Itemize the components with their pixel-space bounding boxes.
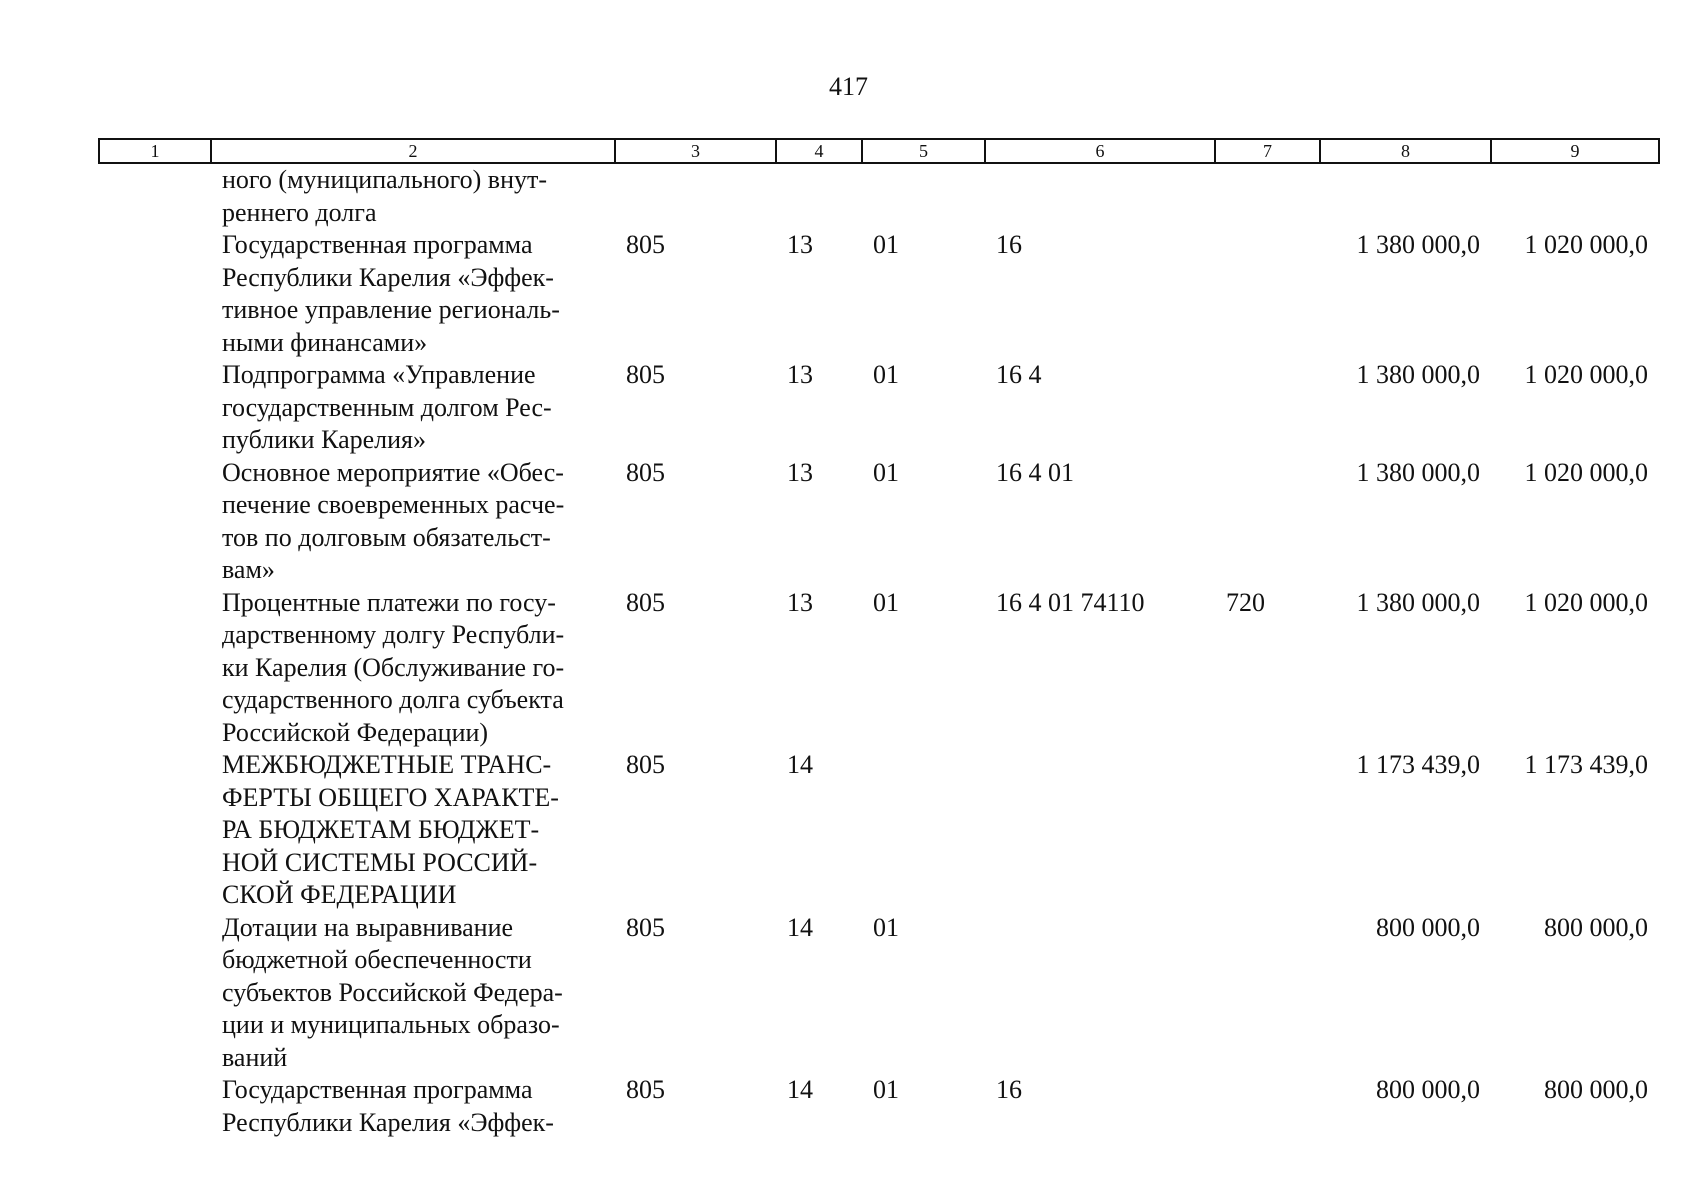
cell-col-7 bbox=[1215, 163, 1320, 229]
cell-expense-type bbox=[1215, 229, 1320, 359]
page-number: 417 bbox=[829, 72, 868, 101]
budget-table bbox=[98, 138, 1660, 1139]
cell-expense-type bbox=[1215, 749, 1320, 912]
header-col-5: 5 bbox=[862, 139, 985, 163]
text-line: Государственная программа bbox=[222, 1075, 533, 1104]
cell-ministry-code: 805 bbox=[626, 457, 665, 487]
cell-target-code: 16 bbox=[996, 1075, 1022, 1104]
table-row bbox=[99, 229, 1659, 359]
row-name bbox=[211, 457, 615, 587]
text-line: Основное мероприятие «Обес- bbox=[222, 457, 564, 487]
continuation-row bbox=[99, 163, 1659, 229]
cell-target-code: 16 4 01 74110 bbox=[996, 587, 1145, 617]
text-line: ции и муниципальных образо- bbox=[222, 1010, 560, 1039]
cell-col-5 bbox=[862, 163, 985, 229]
cell-ministry-code: 805 bbox=[626, 360, 665, 389]
row-name bbox=[211, 229, 615, 359]
header-row bbox=[99, 139, 1659, 163]
text-line: ными финансами» bbox=[222, 327, 428, 357]
text-line: государственным долгом Рес- bbox=[222, 392, 552, 422]
text-line: ФЕРТЫ ОБЩЕГО ХАРАКТЕ- bbox=[222, 782, 559, 812]
text-line: тов по долговым обязательст- bbox=[222, 522, 551, 552]
cell-target-code bbox=[985, 749, 1215, 912]
row-name bbox=[211, 587, 615, 750]
text-line: вам» bbox=[222, 555, 275, 584]
text-line: Республики Карелия «Эффек- bbox=[222, 262, 554, 292]
text-line: Дотации на выравнивание bbox=[222, 912, 514, 942]
cell-col-9 bbox=[1491, 163, 1659, 229]
header-col-2: 2 bbox=[211, 139, 615, 163]
cell-target-code bbox=[985, 912, 1215, 1075]
row-name bbox=[211, 749, 615, 912]
table-row bbox=[99, 457, 1659, 587]
text-line: ного (муниципального) внут- bbox=[222, 165, 548, 194]
header-col-4: 4 bbox=[776, 139, 862, 163]
cell-amount-1: 1 380 000,0 bbox=[1356, 457, 1480, 487]
table-row bbox=[99, 359, 1659, 457]
cell-col-6 bbox=[985, 163, 1215, 229]
cell-amount-2: 1 020 000,0 bbox=[1524, 457, 1648, 487]
cell-col-1 bbox=[99, 359, 211, 457]
cell-subsection-code: 01 bbox=[873, 457, 899, 487]
cell-target-code: 16 4 bbox=[996, 360, 1042, 389]
cell-amount-1: 800 000,0 bbox=[1376, 1075, 1480, 1104]
table-row bbox=[99, 912, 1659, 1075]
cell-expense-type bbox=[1215, 359, 1320, 457]
table-row bbox=[99, 587, 1659, 750]
cell-target-code: 16 bbox=[996, 230, 1022, 259]
row-name bbox=[211, 912, 615, 1075]
cell-col-4 bbox=[776, 163, 862, 229]
continuation-text bbox=[211, 163, 615, 229]
text-line: бюджетной обеспеченности bbox=[222, 945, 532, 974]
row-name bbox=[211, 1074, 615, 1139]
text-line: реннего долга bbox=[222, 197, 377, 227]
cell-amount-2: 800 000,0 bbox=[1544, 912, 1648, 942]
table-row bbox=[99, 749, 1659, 912]
text-line: сударственного долга субъекта bbox=[222, 685, 564, 714]
cell-col-1 bbox=[99, 587, 211, 750]
text-line: субъектов Российской Федера- bbox=[222, 977, 563, 1007]
cell-amount-1: 1 380 000,0 bbox=[1356, 587, 1480, 617]
cell-amount-1: 800 000,0 bbox=[1376, 912, 1480, 942]
cell-col-1 bbox=[99, 229, 211, 359]
cell-amount-2: 1 173 439,0 bbox=[1524, 750, 1648, 779]
text-line: МЕЖБЮДЖЕТНЫЕ ТРАНС- bbox=[222, 750, 552, 779]
cell-subsection-code: 01 bbox=[873, 1075, 899, 1104]
text-line: печение своевременных расче- bbox=[222, 490, 565, 519]
table-header bbox=[99, 139, 1659, 163]
cell-col-1 bbox=[99, 163, 211, 229]
cell-col-8 bbox=[1320, 163, 1491, 229]
text-line: тивное управление региональ- bbox=[222, 295, 560, 324]
cell-expense-type bbox=[1215, 457, 1320, 587]
cell-subsection-code: 01 bbox=[873, 912, 899, 942]
cell-col-1 bbox=[99, 457, 211, 587]
cell-ministry-code: 805 bbox=[626, 230, 665, 259]
cell-amount-1: 1 380 000,0 bbox=[1356, 230, 1480, 259]
cell-section-code: 13 bbox=[787, 587, 813, 617]
table-row bbox=[99, 1074, 1659, 1139]
text-line: Государственная программа bbox=[222, 230, 533, 259]
cell-amount-1: 1 380 000,0 bbox=[1356, 360, 1480, 389]
cell-expense-type bbox=[1215, 1074, 1320, 1139]
cell-amount-2: 1 020 000,0 bbox=[1524, 360, 1648, 389]
cell-amount-2: 800 000,0 bbox=[1544, 1075, 1648, 1104]
header-col-3: 3 bbox=[615, 139, 776, 163]
header-col-1: 1 bbox=[99, 139, 211, 163]
text-line: СКОЙ ФЕДЕРАЦИИ bbox=[222, 880, 457, 909]
cell-subsection-code: 01 bbox=[873, 360, 899, 389]
row-name bbox=[211, 359, 615, 457]
cell-expense-type bbox=[1215, 912, 1320, 1075]
header-col-8: 8 bbox=[1320, 139, 1491, 163]
cell-section-code: 14 bbox=[787, 1075, 813, 1104]
cell-subsection-code: 01 bbox=[873, 230, 899, 259]
text-line: Республики Карелия «Эффек- bbox=[222, 1107, 554, 1137]
cell-ministry-code: 805 bbox=[626, 1075, 665, 1104]
cell-expense-type: 720 bbox=[1226, 587, 1265, 617]
header-col-7: 7 bbox=[1215, 139, 1320, 163]
cell-ministry-code: 805 bbox=[626, 750, 665, 779]
text-line: Процентные платежи по госу- bbox=[222, 587, 556, 617]
cell-col-3 bbox=[615, 163, 776, 229]
cell-col-1 bbox=[99, 1074, 211, 1139]
text-line: ки Карелия (Обслуживание го- bbox=[222, 652, 565, 682]
text-line: дарственному долгу Республи- bbox=[222, 620, 565, 649]
cell-amount-2: 1 020 000,0 bbox=[1524, 587, 1648, 617]
cell-amount-2: 1 020 000,0 bbox=[1524, 230, 1648, 259]
cell-ministry-code: 805 bbox=[626, 587, 665, 617]
cell-target-code: 16 4 01 bbox=[996, 457, 1074, 487]
text-line: РА БЮДЖЕТАМ БЮДЖЕТ- bbox=[222, 815, 540, 844]
text-line: ваний bbox=[222, 1042, 288, 1072]
cell-subsection-code bbox=[862, 749, 985, 912]
cell-ministry-code: 805 bbox=[626, 912, 665, 942]
cell-col-1 bbox=[99, 749, 211, 912]
text-line: Российской Федерации) bbox=[222, 717, 489, 747]
cell-section-code: 14 bbox=[787, 750, 813, 779]
text-line: Подпрограмма «Управление bbox=[222, 360, 536, 389]
cell-amount-1: 1 173 439,0 bbox=[1356, 750, 1480, 779]
cell-section-code: 13 bbox=[787, 230, 813, 259]
cell-col-1 bbox=[99, 912, 211, 1075]
table-body bbox=[99, 163, 1659, 1139]
cell-section-code: 14 bbox=[787, 912, 813, 942]
text-line: НОЙ СИСТЕМЫ РОССИЙ- bbox=[222, 847, 538, 877]
header-col-9: 9 bbox=[1491, 139, 1659, 163]
header-col-6: 6 bbox=[985, 139, 1215, 163]
text-line: публики Карелия» bbox=[222, 425, 427, 454]
cell-section-code: 13 bbox=[787, 360, 813, 389]
cell-section-code: 13 bbox=[787, 457, 813, 487]
cell-subsection-code: 01 bbox=[873, 587, 899, 617]
